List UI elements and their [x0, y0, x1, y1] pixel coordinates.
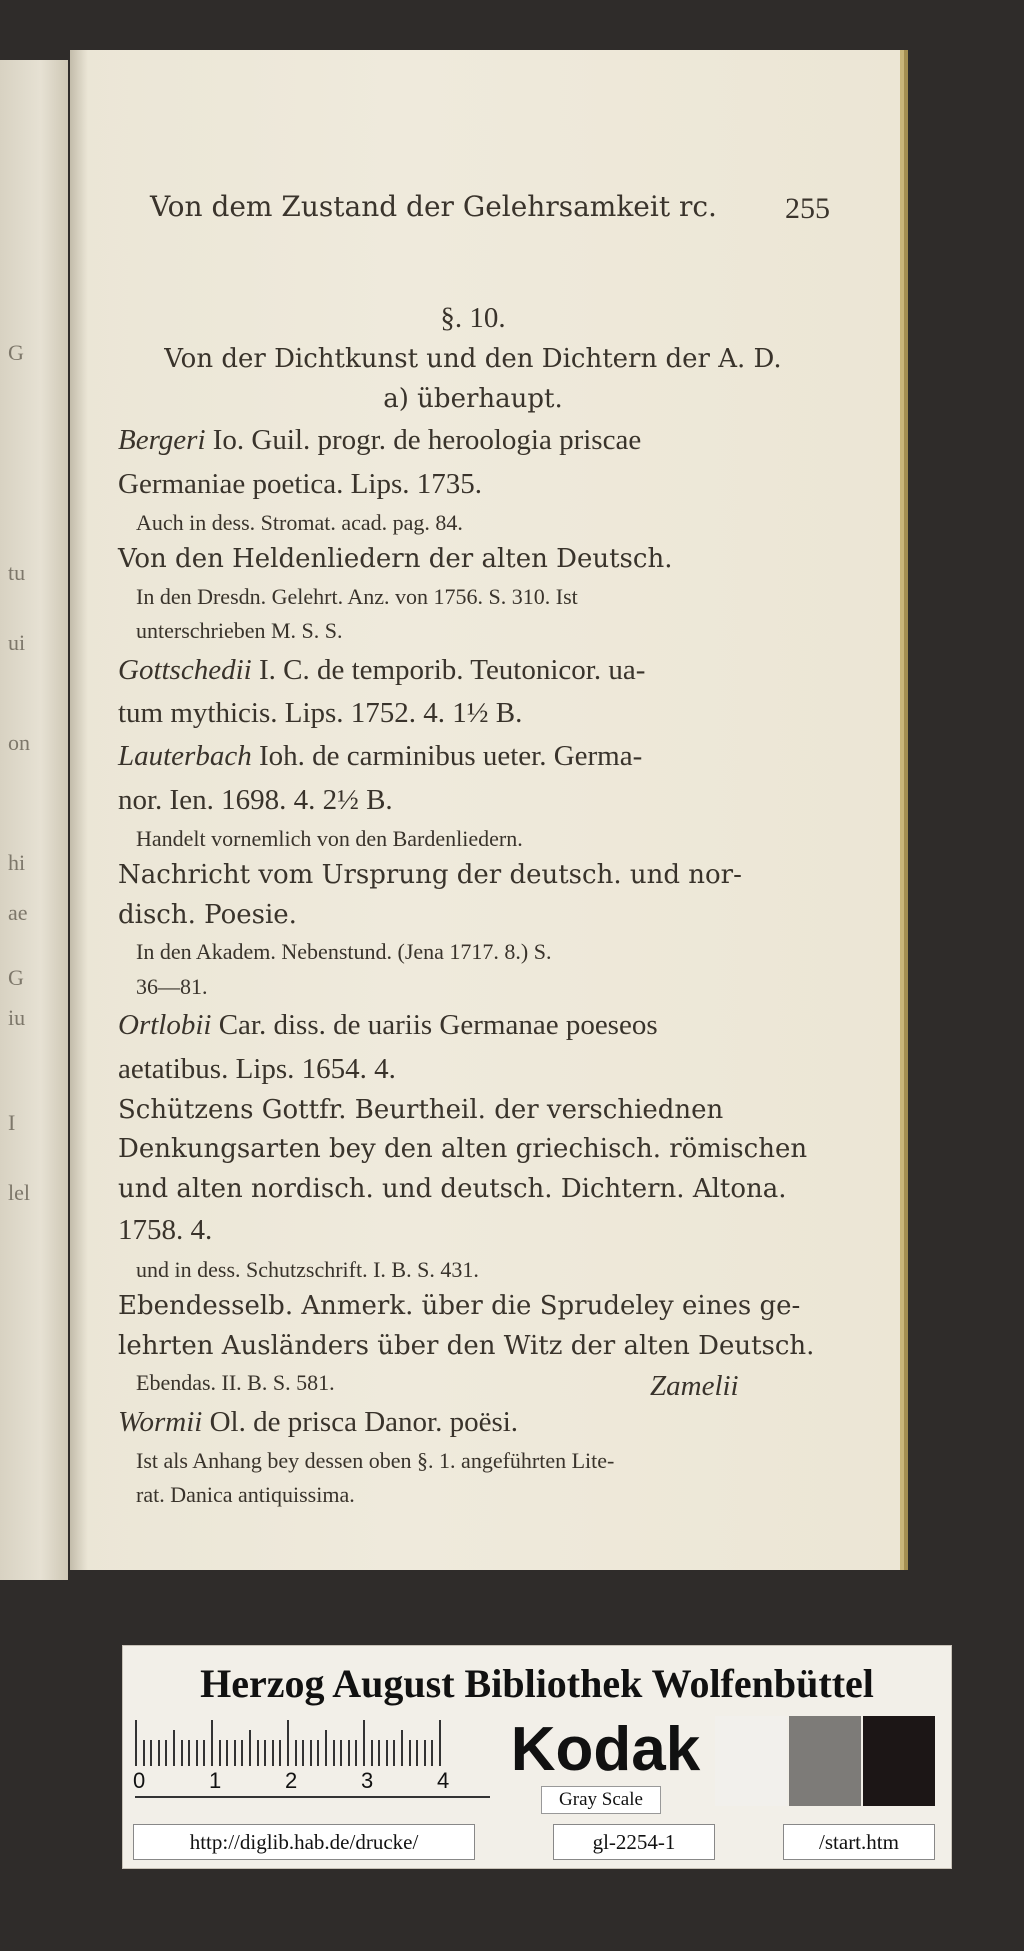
ruler-tick [310, 1740, 312, 1766]
adjacent-page-fragment: G [8, 340, 24, 365]
page-body-text [118, 300, 828, 1516]
ruler-tick [302, 1740, 304, 1766]
measurement-ruler [135, 1716, 490, 1798]
ruler-tick [158, 1740, 160, 1766]
url-middle: gl-2254-1 [553, 1824, 715, 1860]
url-right: /start.htm [783, 1824, 935, 1860]
ruler-tick [150, 1740, 152, 1766]
ruler-tick [401, 1730, 403, 1766]
text-line: Schützens Gottfr. Beurtheil. der verschiednen [118, 1094, 724, 1125]
adjacent-page-fragment: on [8, 730, 30, 755]
author-name: Lauterbach [118, 740, 252, 773]
page-gutter-shadow [70, 50, 88, 1570]
ruler-tick [272, 1740, 274, 1766]
adjacent-page-strip [0, 60, 68, 1580]
adjacent-page-fragment: ae [8, 900, 28, 925]
ruler-tick [211, 1720, 213, 1766]
text-line: und in dess. Schutzschrift. I. B. S. 431. [136, 1256, 479, 1282]
text-line: aetatibus. Lips. 1654. 4. [118, 1052, 396, 1085]
ruler-tick [264, 1740, 266, 1766]
ruler-number: 4 [437, 1768, 450, 1793]
kodak-logo: Kodak [510, 1715, 701, 1784]
text-line: Auch in dess. Stromat. acad. pag. 84. [136, 509, 463, 535]
ruler-tick [226, 1740, 228, 1766]
gray-scale-label: Gray Scale [541, 1786, 661, 1814]
text-line: rat. Danica antiquissima. [136, 1482, 355, 1508]
adjacent-page-fragment: hi [8, 850, 26, 875]
text-line: Wormii Ol. de prisca Danor. poësi. [118, 1405, 519, 1438]
ruler-tick [393, 1740, 395, 1766]
ruler-tick [409, 1740, 411, 1766]
text-line: Ebendas. II. B. S. 581. [136, 1370, 335, 1395]
text-line: Gottschedii I. C. de temporib. Teutonicor. ua- [118, 653, 646, 686]
ruler-number: 1 [209, 1768, 222, 1793]
ruler-tick [439, 1720, 441, 1766]
swatch-gray [789, 1716, 861, 1806]
adjacent-page-fragment: lel [8, 1180, 30, 1205]
ruler-tick [219, 1740, 221, 1766]
ruler-tick [287, 1720, 289, 1766]
url-left: http://diglib.hab.de/drucke/ [133, 1824, 475, 1860]
ruler-tick [325, 1730, 327, 1766]
adjacent-page-fragment: ui [8, 630, 26, 655]
ruler-tick [348, 1740, 350, 1766]
text-line: §. 10. [440, 302, 506, 334]
text-line: Von der Dichtkunst und den Dichtern der A. D. [164, 344, 782, 375]
text-line: Handelt vornemlich von den Bardenliedern. [136, 825, 523, 851]
ruler-tick [363, 1720, 365, 1766]
ruler-number: 0 [133, 1768, 146, 1793]
ruler-tick [424, 1740, 426, 1766]
text-line: disch. Poesie. [118, 899, 297, 930]
swatch-black [863, 1716, 935, 1806]
ruler-tick [257, 1740, 259, 1766]
ruler-tick [135, 1720, 137, 1766]
adjacent-page-fragment: G [8, 965, 24, 990]
text-line: In den Akadem. Nebenstund. (Jena 1717. 8.) S. [136, 939, 552, 965]
text-line: Bergeri Io. Guil. progr. de heroologia priscae [118, 424, 642, 457]
text-line: In den Dresdn. Gelehrt. Anz. von 1756. S. 310. Ist [136, 583, 578, 609]
ruler-tick [241, 1740, 243, 1766]
text-line: 36—81. [136, 973, 208, 999]
text-line: 1758. 4. [118, 1214, 213, 1247]
book-page [70, 50, 900, 1570]
ruler-number: 2 [285, 1768, 298, 1793]
catchword: Zamelii [650, 1370, 739, 1402]
ruler-tick [371, 1740, 373, 1766]
ruler-tick [165, 1740, 167, 1766]
ruler-tick [196, 1740, 198, 1766]
ruler-tick [279, 1740, 281, 1766]
ruler-tick [431, 1740, 433, 1766]
text-line: lehrten Ausländers über den Witz der alten Deutsch. [118, 1330, 815, 1361]
text-line: Germaniae poetica. Lips. 1735. [118, 467, 482, 500]
text-line: Ist als Anhang bey dessen oben §. 1. angeführten Lite- [136, 1447, 615, 1473]
adjacent-page-fragment: tu [8, 560, 26, 585]
ruler-tick [249, 1730, 251, 1766]
author-name: Bergeri [118, 424, 206, 457]
running-header [150, 190, 830, 250]
library-title: Herzog August Bibliothek Wolfenbüttel [200, 1661, 874, 1706]
ruler-tick [143, 1740, 145, 1766]
ruler-tick [416, 1740, 418, 1766]
text-line: nor. Ien. 1698. 4. 2½ B. [118, 783, 393, 816]
ruler-tick [203, 1740, 205, 1766]
text-line: Lauterbach Ioh. de carminibus ueter. Germa- [118, 740, 643, 773]
ruler-tick [386, 1740, 388, 1766]
ruler-tick [317, 1740, 319, 1766]
page-number: 255 [785, 192, 830, 225]
adjacent-page-fragment: iu [8, 1005, 26, 1030]
calibration-card [122, 1645, 952, 1869]
ruler-tick [234, 1740, 236, 1766]
running-title: Von dem Zustand der Gelehrsamkeit rc. [150, 190, 717, 223]
text-line: Ortlobii Car. diss. de uariis Germanae poeseos [118, 1009, 658, 1042]
ruler-tick [173, 1730, 175, 1766]
author-name: Gottschedii [118, 653, 252, 686]
ruler-tick [378, 1740, 380, 1766]
ruler-tick [340, 1740, 342, 1766]
text-line: und alten nordisch. und deutsch. Dichtern. Altona. [118, 1173, 787, 1204]
ruler-tick [188, 1740, 190, 1766]
text-line: Nachricht vom Ursprung der deutsch. und nor- [118, 860, 742, 891]
ruler-tick [355, 1740, 357, 1766]
text-line: Denkungsarten bey den alten griechisch. römischen [118, 1134, 808, 1165]
author-name: Wormii [118, 1405, 203, 1438]
text-line: a) überhaupt. [383, 383, 563, 414]
text-line: Von den Heldenliedern der alten Deutsch. [118, 544, 673, 575]
ruler-tick [181, 1740, 183, 1766]
text-line: tum mythicis. Lips. 1752. 4. 1½ B. [118, 697, 523, 729]
text-line: unterschrieben M. S. S. [136, 618, 343, 644]
swatch-white [715, 1716, 787, 1806]
ruler-tick [333, 1740, 335, 1766]
adjacent-page-fragment: I [8, 1110, 16, 1135]
text-line: Ebendesselb. Anmerk. über die Sprudeley eines ge- [118, 1291, 801, 1321]
ruler-tick [295, 1740, 297, 1766]
ruler-number: 3 [361, 1768, 374, 1793]
author-name: Ortlobii [118, 1009, 212, 1042]
